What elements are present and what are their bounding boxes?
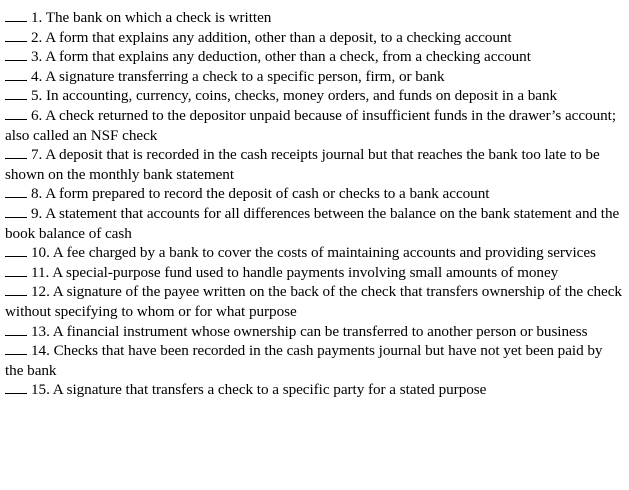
answer-blank[interactable] bbox=[5, 322, 27, 336]
list-item bbox=[5, 8, 624, 28]
item-number: 11. bbox=[31, 263, 50, 281]
item-definition: A form that explains any deduction, other than a check, from a checking account bbox=[45, 48, 531, 66]
list-item bbox=[5, 380, 624, 400]
list-item bbox=[5, 263, 624, 283]
item-definition: A form prepared to record the deposit of cash or checks to a bank account bbox=[45, 185, 490, 203]
list-item bbox=[5, 67, 624, 87]
item-definition: In accounting, currency, coins, checks, money orders, and funds on deposit in a bank bbox=[46, 87, 558, 105]
list-item bbox=[5, 86, 624, 106]
list-item bbox=[5, 341, 624, 380]
item-definition: A deposit that is recorded in the cash receipts journal but that reaches the bank too late to be shown on the monthly bank statement bbox=[5, 146, 600, 183]
list-item bbox=[5, 145, 624, 184]
item-number: 2. bbox=[31, 28, 43, 46]
item-number: 10. bbox=[31, 244, 50, 262]
list-item bbox=[5, 184, 624, 204]
answer-blank[interactable] bbox=[5, 67, 27, 81]
answer-blank[interactable] bbox=[5, 282, 27, 296]
list-item bbox=[5, 106, 624, 145]
item-number: 8. bbox=[31, 185, 43, 203]
item-definition: A statement that accounts for all differences between the balance on the bank statement and the book balance of cash bbox=[5, 204, 620, 242]
item-definition: A signature transferring a check to a specific person, firm, or bank bbox=[45, 67, 445, 85]
item-definition: Checks that have been recorded in the cash payments journal but have not yet been paid by the bank bbox=[5, 342, 603, 379]
answer-blank[interactable] bbox=[5, 341, 27, 355]
item-number: 13. bbox=[31, 322, 50, 340]
answer-blank[interactable] bbox=[5, 47, 27, 61]
item-number: 6. bbox=[31, 106, 43, 124]
answer-blank[interactable] bbox=[5, 204, 27, 218]
answer-blank[interactable] bbox=[5, 106, 27, 120]
answer-blank[interactable] bbox=[5, 145, 27, 159]
list-item bbox=[5, 282, 624, 321]
item-definition: A financial instrument whose ownership can be transferred to another person or business bbox=[52, 322, 588, 340]
item-number: 9. bbox=[31, 204, 43, 222]
item-number: 12. bbox=[31, 283, 50, 301]
answer-blank[interactable] bbox=[5, 8, 27, 22]
matching-worksheet bbox=[5, 8, 624, 400]
list-item bbox=[5, 28, 624, 48]
item-number: 7. bbox=[31, 146, 43, 164]
item-number: 3. bbox=[31, 48, 43, 66]
list-item bbox=[5, 204, 624, 243]
item-definition: A signature of the payee written on the back of the check that transfers ownership of the check without specifying to whom or for what purpose bbox=[5, 283, 622, 320]
item-definition: The bank on which a check is written bbox=[45, 9, 272, 26]
item-definition: A special-purpose fund used to handle payments involving small amounts of money bbox=[52, 263, 559, 281]
item-number: 15. bbox=[31, 381, 50, 399]
item-definition: A fee charged by a bank to cover the costs of maintaining accounts and providing services bbox=[52, 244, 596, 262]
list-item bbox=[5, 322, 624, 342]
answer-blank[interactable] bbox=[5, 86, 27, 100]
item-definition: A check returned to the depositor unpaid because of insufficient funds in the drawer’s account; also called an NSF check bbox=[5, 106, 617, 144]
item-definition: A signature that transfers a check to a specific party for a stated purpose bbox=[52, 381, 487, 399]
item-definition: A form that explains any addition, other than a deposit, to a checking account bbox=[45, 28, 512, 46]
item-number: 14. bbox=[31, 342, 50, 360]
answer-blank[interactable] bbox=[5, 380, 27, 394]
item-number: 4. bbox=[31, 67, 43, 85]
item-number: 5. bbox=[31, 87, 43, 105]
answer-blank[interactable] bbox=[5, 184, 27, 198]
answer-blank[interactable] bbox=[5, 28, 27, 42]
list-item bbox=[5, 243, 624, 263]
list-item bbox=[5, 47, 624, 67]
answer-blank[interactable] bbox=[5, 243, 27, 257]
item-number: 1. bbox=[31, 9, 43, 26]
answer-blank[interactable] bbox=[5, 263, 27, 277]
